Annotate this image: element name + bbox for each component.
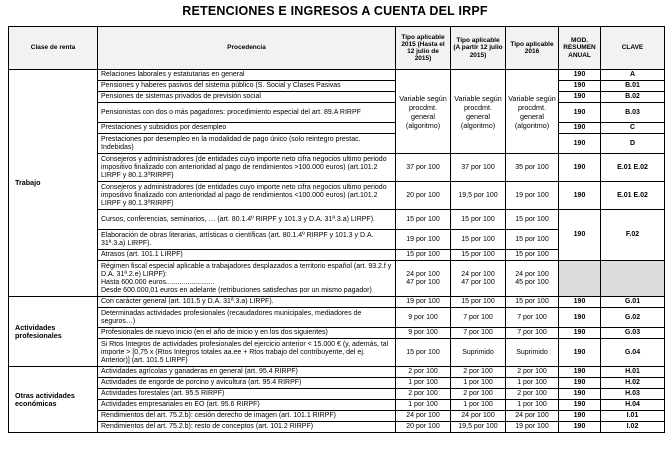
- cell-clave: B.02: [601, 92, 665, 103]
- cell-procedencia: Rendimientos del art. 75.2.b): cesión derecho de imagen (art. 101.1 RIRPF): [98, 411, 396, 422]
- cell-procedencia: Actividades forestales (art. 95.5 RIRPF): [98, 389, 396, 400]
- table-row: [9, 411, 665, 422]
- table-row: [9, 81, 665, 92]
- cell-modelo: 190: [559, 70, 601, 81]
- cell-tipo-2016: 19 por 100: [506, 182, 559, 210]
- cell-tipo-2016: 19 por 100: [506, 422, 559, 433]
- rate-value: 24 por 100: [406, 270, 440, 278]
- cell-procedencia: Actividades de engorde de porcino y avicultura (art. 95.4 RIRPF): [98, 378, 396, 389]
- cell-clave: D: [601, 134, 665, 154]
- cell-procedencia: Relaciones laborales y estatutarias en general: [98, 70, 396, 81]
- table-row: [9, 103, 665, 123]
- cell-tipo-2016: 35 por 100: [506, 154, 559, 182]
- cell-tipo-2015: 15 por 100: [396, 339, 451, 367]
- cell-tipo-2015: 2 por 100: [396, 389, 451, 400]
- cell-modelo: 190: [559, 103, 601, 123]
- cell-procedencia: Elaboración de obras literarias, artísticas o científicas (art. 80.1.4º RIRPF y 101.3 y D.A. 31ª.3.a) LIRPF).: [98, 230, 396, 250]
- cell-modelo: 190: [559, 123, 601, 134]
- cell-modelo: 190: [559, 134, 601, 154]
- cell-tipo-2015: 20 por 100: [396, 422, 451, 433]
- cell-tipo-2015: 37 por 100: [396, 154, 451, 182]
- cell-modelo: 190: [559, 422, 601, 433]
- cell-tipo-2016: 24 por 100: [506, 411, 559, 422]
- cell-modelo: 190: [559, 367, 601, 378]
- header-clave: CLAVE: [601, 27, 665, 70]
- cell-tipo-2015: 19 por 100: [396, 297, 451, 308]
- table-row: [9, 328, 665, 339]
- cell-variable-2016: Variable según procdmt. general (algoritmo): [506, 70, 559, 154]
- cell-tipo-2016: 15 por 100: [506, 230, 559, 250]
- cell-tipo-2015: 19 por 100: [396, 230, 451, 250]
- cell-clave: E.01 E.02: [601, 182, 665, 210]
- cell-procedencia: Pensiones de sistemas privados de previsión social: [98, 92, 396, 103]
- cell-tipo-2016: 1 por 100: [506, 378, 559, 389]
- cell-procedencia: Pensionistas con dos o más pagadores: procedimiento especial del art. 89.A RIRPF: [98, 103, 396, 123]
- cell-tipo-2016: 15 por 100: [506, 250, 559, 261]
- cell-tipo-2015b: [451, 261, 506, 297]
- cell-procedencia: Rendimientos del art. 75.2.b): resto de conceptos (art. 101.2 RIRPF): [98, 422, 396, 433]
- procedencia-line: Régimen fiscal especial aplicable a trabajadores desplazados a territorio español (art. 93.2.f y D.A. 31ª.2.e) LIRPF):: [101, 262, 392, 278]
- table-row: [9, 92, 665, 103]
- cell-tipo-2015: 15 por 100: [396, 250, 451, 261]
- cell-modelo: 190: [559, 182, 601, 210]
- header-procedencia: Procedencia: [98, 27, 396, 70]
- cell-modelo: 190: [559, 154, 601, 182]
- cell-tipo-2015: 20 por 100: [396, 182, 451, 210]
- header-tipo-2015: Tipo aplicable 2015 (Hasta el 12 julio de 2015): [396, 27, 451, 70]
- table-row: [9, 297, 665, 308]
- cell-clave: B.01: [601, 81, 665, 92]
- cell-tipo-2015: 15 por 100: [396, 210, 451, 230]
- cell-variable-2015b: Variable según procdmt. general (algoritmo): [451, 70, 506, 154]
- cell-procedencia: Si Rtos Integros de actividades profesionales del ejercicio anterior < 15.000 € (y, además, tal importe > [0,75 x (Rtos Integros totales aa.ee + Rtos trabajo del contribuyente, del ej. Anterior)] (art. 101.5 LIRPF): [98, 339, 396, 367]
- cell-modelo: 190: [559, 297, 601, 308]
- cell-modelo: 190: [559, 339, 601, 367]
- cell-tipo-2015: 1 por 100: [396, 378, 451, 389]
- cell-modelo: 190: [559, 92, 601, 103]
- cell-tipo-2016: Suprimido: [506, 339, 559, 367]
- procedencia-line: Hasta 600.000 euros.........................: [101, 278, 215, 286]
- cell-clave: H.02: [601, 378, 665, 389]
- cell-tipo-2015b: 1 por 100: [451, 378, 506, 389]
- rate-value: 45 por 100: [515, 278, 549, 286]
- cell-tipo-2015b: 19,5 por 100: [451, 182, 506, 210]
- cell-tipo-2016: 2 por 100: [506, 389, 559, 400]
- cell-clave: G.01: [601, 297, 665, 308]
- class-actividades: Actividades profesionales: [9, 297, 98, 367]
- cell-tipo-2015b: 15 por 100: [451, 230, 506, 250]
- header-row: [9, 27, 665, 70]
- cell-tipo-2016: 2 por 100: [506, 367, 559, 378]
- cell-procedencia: Con carácter general (art. 101.5 y D.A. 31ª.3.a) LIRPF).: [98, 297, 396, 308]
- table-row: [9, 154, 665, 182]
- cell-tipo-2015: 1 por 100: [396, 400, 451, 411]
- header-modelo: MOD. RESUMEN ANUAL: [559, 27, 601, 70]
- cell-tipo-2015: 24 por 100: [396, 411, 451, 422]
- cell-clave: G.03: [601, 328, 665, 339]
- cell-procedencia: Pensiones y haberes pasivos del sistema público (S. Social y Clases Pasivas: [98, 81, 396, 92]
- cell-tipo-2015b: 37 por 100: [451, 154, 506, 182]
- rate-value: 24 por 100: [461, 270, 495, 278]
- table-row: [9, 70, 665, 81]
- cell-tipo-2016: 15 por 100: [506, 210, 559, 230]
- cell-tipo-2015b: 15 por 100: [451, 250, 506, 261]
- table-row: [9, 210, 665, 230]
- cell-tipo-2015b: 15 por 100: [451, 297, 506, 308]
- cell-variable-2015: Variable según procdmt. general (algoritmo): [396, 70, 451, 154]
- cell-clave: H.04: [601, 400, 665, 411]
- table-row: [9, 339, 665, 367]
- cell-modelo: 190: [559, 411, 601, 422]
- cell-clave: I.02: [601, 422, 665, 433]
- cell-tipo-2015b: 2 por 100: [451, 389, 506, 400]
- header-clase: Clase de renta: [9, 27, 98, 70]
- cell-procedencia: Actividades agrícolas y ganaderas en general (art. 95.4 RIRPF): [98, 367, 396, 378]
- class-trabajo: Trabajo: [9, 70, 98, 297]
- page-title: RETENCIONES E INGRESOS A CUENTA DEL IRPF: [182, 4, 488, 18]
- cell-modelo: 190: [559, 308, 601, 328]
- cell-clave: C: [601, 123, 665, 134]
- cell-tipo-2015: 9 por 100: [396, 308, 451, 328]
- header-tipo-2016: Tipo aplicable 2016: [506, 27, 559, 70]
- procedencia-line: Desde 600.000,01 euros en adelante (retribuciones satisfechas por un mismo pagador): [101, 286, 372, 294]
- class-otras: Otras actividades económicas: [9, 367, 98, 433]
- cell-modelo: 190: [559, 210, 601, 261]
- cell-procedencia: Atrasos (art. 101.1 LIRPF): [98, 250, 396, 261]
- cell-clave: F.02: [601, 210, 665, 261]
- cell-tipo-2015b: 1 por 100: [451, 400, 506, 411]
- cell-tipo-2015b: Suprimido: [451, 339, 506, 367]
- table-row: [9, 389, 665, 400]
- table-row: [9, 308, 665, 328]
- cell-modelo: 190: [559, 81, 601, 92]
- cell-clave: G.04: [601, 339, 665, 367]
- rate-value: 47 por 100: [406, 278, 440, 286]
- header-tipo-2015b: Tipo aplicable (A partir 12 julio 2015): [451, 27, 506, 70]
- cell-tipo-2015b: 2 por 100: [451, 367, 506, 378]
- table-row: [9, 134, 665, 154]
- cell-tipo-2016: 7 por 100: [506, 308, 559, 328]
- cell-clave: E.01 E.02: [601, 154, 665, 182]
- cell-modelo: 190: [559, 400, 601, 411]
- cell-procedencia: Determinadas actividades profesionales (recaudadores municipales, mediadores de seguros…): [98, 308, 396, 328]
- cell-tipo-2015: 2 por 100: [396, 367, 451, 378]
- cell-tipo-2015b: 15 por 100: [451, 210, 506, 230]
- cell-procedencia: Consejeros y administradores (de entidades cuyo importe neto cifra negocios ultimo periodo impositivo finalizado con anterioridad al pago de rendimientos >100.000 euros) (art.101.2 LIRPF y 80.1.3ºRIRPF): [98, 154, 396, 182]
- cell-tipo-2015b: 19,5 por 100: [451, 422, 506, 433]
- cell-modelo-empty: [559, 261, 601, 297]
- table-row: [9, 261, 665, 297]
- cell-procedencia: Prestaciones y subsidios por desempleo: [98, 123, 396, 134]
- cell-tipo-2016: 7 por 100: [506, 328, 559, 339]
- cell-procedencia: Prestaciones por desempleo en la modalidad de pago único (solo reintegro prestac. Indebidas): [98, 134, 396, 154]
- table-row: [9, 123, 665, 134]
- cell-modelo: 190: [559, 328, 601, 339]
- irpf-table: [8, 26, 665, 433]
- cell-tipo-2015b: 7 por 100: [451, 308, 506, 328]
- cell-clave: H.03: [601, 389, 665, 400]
- rate-value: 24 por 100: [515, 270, 549, 278]
- cell-clave-empty: [601, 261, 665, 297]
- cell-tipo-2015b: 7 por 100: [451, 328, 506, 339]
- cell-modelo: 190: [559, 389, 601, 400]
- cell-tipo-2016: [506, 261, 559, 297]
- table-row: [9, 367, 665, 378]
- cell-procedencia: Profesionales de nuevo inicio (en el año de inicio y en los dos siguientes): [98, 328, 396, 339]
- cell-clave: A: [601, 70, 665, 81]
- rate-value: 47 por 100: [461, 278, 495, 286]
- cell-tipo-2015: [396, 261, 451, 297]
- cell-tipo-2015b: 24 por 100: [451, 411, 506, 422]
- cell-tipo-2015: 9 por 100: [396, 328, 451, 339]
- table-row: [9, 400, 665, 411]
- cell-clave: H.01: [601, 367, 665, 378]
- cell-clave: G.02: [601, 308, 665, 328]
- cell-procedencia: [98, 261, 396, 297]
- cell-clave: B.03: [601, 103, 665, 123]
- cell-procedencia: Actividades empresariales en EO (art. 95.6 RIRPF): [98, 400, 396, 411]
- cell-clave: I.01: [601, 411, 665, 422]
- cell-tipo-2016: 1 por 100: [506, 400, 559, 411]
- cell-procedencia: Consejeros y administradores (de entidades cuyo importe neto cifra negocios ultimo periodo impositivo finalizado con anterioridad al pago de rendimientos <100.000 euros) (art.101.2 LIRPF y 80.1.3ºRIRPF): [98, 182, 396, 210]
- cell-modelo: 190: [559, 378, 601, 389]
- table-row: [9, 422, 665, 433]
- cell-procedencia: Cursos, conferencias, seminarios, … (art. 80.1.4º RIRPF y 101.3 y D.A. 31ª.3.a) LIRPF).: [98, 210, 396, 230]
- table-row: [9, 182, 665, 210]
- table-row: [9, 378, 665, 389]
- cell-tipo-2016: 15 por 100: [506, 297, 559, 308]
